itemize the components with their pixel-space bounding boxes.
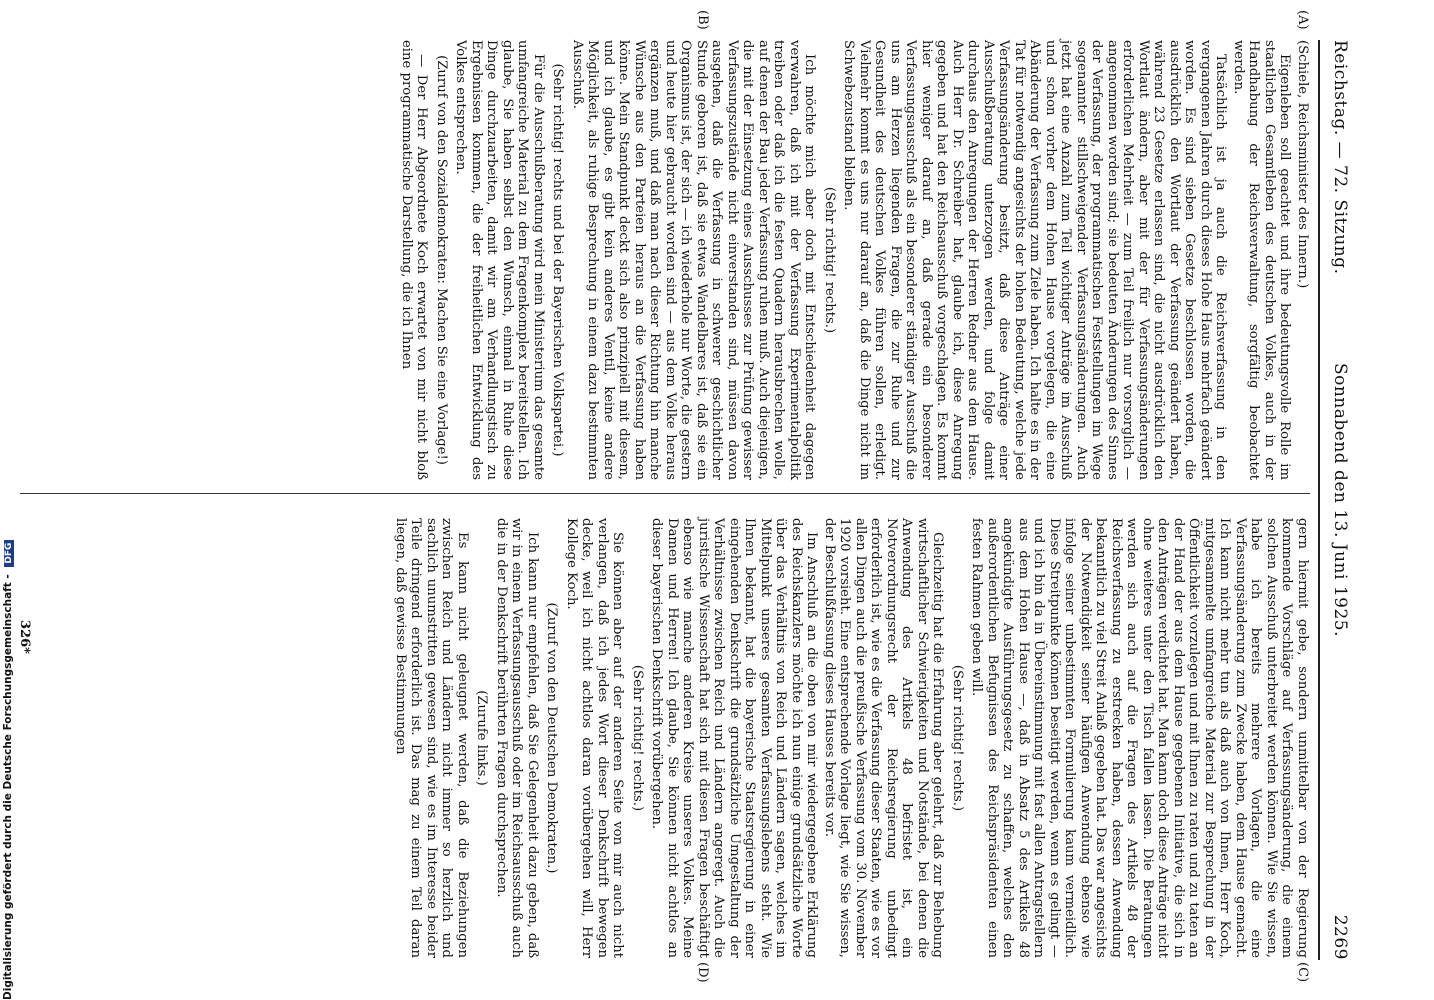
margin-marker-a: (A) <box>1295 10 1310 30</box>
credit-text: Digitalisierung gefördert durch die Deutsche Forschungsgemeinschaft - <box>2 574 14 1000</box>
paragraph: Gleichzeitig hat die Erfahrung aber gelehrt, daß zur Behebung wirtschaftlicher Schwierigkeiten und Notstände, bei denen die Anwendung des Artikels 48 befristet ist, ein Notverordnungsrecht der Reichsregierung unbedingt erforderlich ist, wie es die Verfassung dieser Staaten, wie es vor allen Dingen auch die preußische Verfassung vom 30. November 1920 vorsieht. Eine entsprechende Vorlage liegt, wie Sie wissen, der Beschlußfassung dieses Hauses bereits vor. <box>822 518 946 958</box>
paragraph: Sie können aber auf der anderen Seite von mir auch nicht verlangen, daß ich jedes Wort dieser Denkschrift bewegen decke, weil ich nicht achtlos daran vorübergehen will, Herr Kollege Koch. <box>564 518 626 958</box>
right-column <box>391 518 1311 958</box>
paragraph: Tatsächlich ist ja auch die Reichsverfassung in den vergangenen Jahren durch dieses Hohe Haus mehrfach geändert worden. Es sind sieben Gesetze beschlossen worden, die ausdrücklich den Wortlaut der Verfassung geändert haben, während 23 Gesetze erlassen sind, die nicht ausdrücklich den Wortlaut ändern, aber mit der für Verfassungsänderungen erforderlichen Mehrheit — zum Teil freilich nur vorsorglich — angenommen worden sind; sie bedeuten Änderungen des Sinnes der Verfassung, der programmatischen Feststellungen im Wege sogenannter stillschweigender Verfassungsänderungen. Auch jetzt hat eine Anzahl zum Teil wichtiger Anträge im Ausschuß und schon vorher dem Hohen Hause vorgelegen, die eine Abänderung der Verfassung zum Ziele haben. Ich halte es in der Tat für notwendig angesichts der hohen Bedeutung, welche jede Verfassungsänderung besitzt, daß diese Anträge einer Ausschußberatung unterzogen werden, und folge damit durchaus den Anregungen der Herren Redner aus dem Hause. Auch Herr Dr. Schreiber hat, glaube ich, diese Anregung gegeben und hat den Reichsausschuß vorgeschlagen. Es kommt hier weniger darauf an, daß gerade ein besonderer Verfassungsausschuß als ein besonderer ständiger Ausschuß die uns am Herzen liegenden Fragen, die zur Ruhe und zur Gesundheit des deutschen Volkes führen sollen, erledigt. Vielmehr kommt es uns nur darauf an, daß die Dinge nicht im Schwebezustand bleiben. <box>841 40 1229 480</box>
header-rule <box>1318 40 1320 960</box>
paragraph: Ich möchte mich aber doch mit Entschiedenheit dagegen verwahren, daß ich mit der Verfassung Experimentalpolitik treiben oder daß ich die festen Quadern herausbrechen wolle, auf denen der Bau jeder Verfassung ruhen muß. Auch diejenigen, die mit der Einsetzung eines Ausschusses zur Prüfung gewisser Verfassungszustände nicht einverstanden sind, müssen davon ausgehen, daß die Verfassung in schwerer geschichtlicher Stunde geboren ist, daß sie etwas Wandelbares ist, daß sie ein Organismus ist, der sich — ich wiederhole nur Worte, die gestern und heute hier gebraucht worden sind — aus dem Volke heraus ergänzen muß, und daß man nach dieser Richtung hin manche Wünsche aus den Parteien heraus an die Verfassung haben könne. Mein Standpunkt deckt sich also prinzipiell mit diesem, und ich glaube, es gibt kein anderes Ventil, keine andere Möglichkeit, als ruhige Besprechung in einem dazu bestimmten Ausschuß. <box>570 40 818 480</box>
page-header <box>1320 40 1350 960</box>
paragraph: Für die Ausschußberatung wird mein Ministerium das gesamte umfangreiche Material zu dem Fragenkomplex bereitstellen. Ich glaube, Sie haben selbst den Wunsch, einmal in Ruhe diese Dinge durchzuarbeiten, damit wir am Verhandlungstisch zu Ergebnissen kommen, die der freiheitlichen Entwicklung des Volkes entsprechen. <box>453 40 546 480</box>
column-divider <box>20 493 1310 494</box>
interjection: (Zurufe links.) <box>474 690 490 786</box>
speaker-line: (Schiele, Reichsminister des Innern.) <box>1295 40 1310 289</box>
interjection: (Sehr richtig! rechts.) <box>950 664 965 812</box>
interjection: (Sehr richtig! rechts und bei der Bayerischen Volkspartei.) <box>550 63 566 457</box>
paragraph: — Der Herr Abgeordnete Koch erwartet von mir nicht bloß eine programmatische Darstellung, die ich Ihnen <box>399 40 430 480</box>
paragraph: gern hiermit gebe, sondern unmittelbar von der Regierung kommende Vorschläge auf Verfassungsänderung, die einem solchen Ausschuß unterbreitet werden können. Wie Sie wissen, habe ich bereits mehrere Vorlagen, die eine Verfassungsänderung zum Zwecke haben, dem Hause gemacht. Ich kann nicht mehr tun als daß auch von Ihnen, Herr Koch, mitgesammelte umfangreiche Material zur Besprechung in der Öffentlichkeit vorzulegen und mit Ihnen zu raten und zu taten an der Hand der aus dem Hause gegebenen Initiative, die sich in den Anträgen verdichtet hat. Man kann doch diese Anträge nicht ohne weiteres unter den Tisch fallen lassen. Die Beratungen werden sich auch auf die Fragen des Artikels 48 der Reichsverfassung zu erstrecken haben, dessen Anwendung bekanntlich zu viel Streit Anlaß gegeben hat. Das war angesichts der Notwendigkeit seiner häufigen Anwendung ebenso wie infolge seiner unbestimmten Formulierung kaum vermeidlich. Diese Streitpunkte können beseitigt werden, wenn es gelingt — und ich bin da in Übereinstimmung mit fast allen Antragstellern aus dem Hohen Hause —, daß in Absatz 5 des Artikels 48 angekündigte Ausführungsgesetz zu schaffen, welches den außerordentlichen Befugnissen des Reichspräsidenten einen festen Rahmen geben will. <box>969 518 1310 958</box>
margin-marker-b: (B) <box>695 10 710 30</box>
margin-marker-c: (C) <box>1295 962 1310 983</box>
left-column <box>397 40 1311 480</box>
digitization-credit <box>2 542 18 1000</box>
paragraph: Im Anschluß an die oben von mir wiedergegebene Erklärung des Reichskanzlers möchte ich nun einige grundsätzliche Worte über das Verhältnis von Reich und Ländern sagen, welches im Mittelpunkt unseres gesamten Verfassungslebens steht. Wie Ihnen bekannt, hat die bayerische Staatsregierung in einer eingehenden Denkschrift die grundsätzliche Umgestaltung der Verhältnisse zwischen Reich und Ländern angeregt. Auch die juristische Wissenschaft hat sich mit diesen Fragen beschäftigt ebenso wie manche anderen Kreise unseres Volkes. Meine Damen und Herren! Ich glaube, Sie können nicht achtlos an dieser bayerischen Denkschrift vorübergehen. <box>649 518 820 958</box>
page-number: 2269 <box>1330 914 1350 960</box>
interjection: (Sehr richtig! rechts.) <box>630 664 645 812</box>
document-page <box>10 0 1410 1000</box>
interjection: (Zuruf von den Deutschen Demokraten.) <box>544 602 560 874</box>
paragraph: Es kann nicht geleugnet werden, daß die Beziehungen zwischen Reich und Ländern nicht immer so herzlich und sachlich unumstritten gewesen sind, wie es im Interesse beider Teile dringend erforderlich ist. Das mag zu einem Teil daran liegen, daß gewisse Bestimmungen <box>393 518 470 958</box>
margin-marker-d: (D) <box>695 962 710 983</box>
header-date: Sonnabend den 13. Juni 1925. <box>1330 362 1350 638</box>
paragraph: Eigenleben soll geachtet und ihre bedeutungsvolle Rolle im staatlichen Gesamtleben des deutschen Volkes, auch in der Handhabung der Reichsverwaltung, sorgfältig beobachtet werden. <box>1231 40 1293 480</box>
dfg-logo: DFG <box>4 540 14 567</box>
header-title: Reichstag. — 72. Sitzung. <box>1330 40 1350 275</box>
interjection: (Zuruf von den Sozialdemokraten: Machen Sie eine Vorlage!) <box>434 55 449 465</box>
paragraph: Ich kann nur empfehlen, daß Sie Gelegenheit dazu geben, daß wir in einem Verfassungsausschuß oder im Reichsausschuß auch die in der Denkschrift berührten Fragen durchsprechen. <box>494 518 540 958</box>
interjection: (Sehr richtig! rechts.) <box>822 186 837 334</box>
page-footer-number: 326* <box>17 620 32 654</box>
